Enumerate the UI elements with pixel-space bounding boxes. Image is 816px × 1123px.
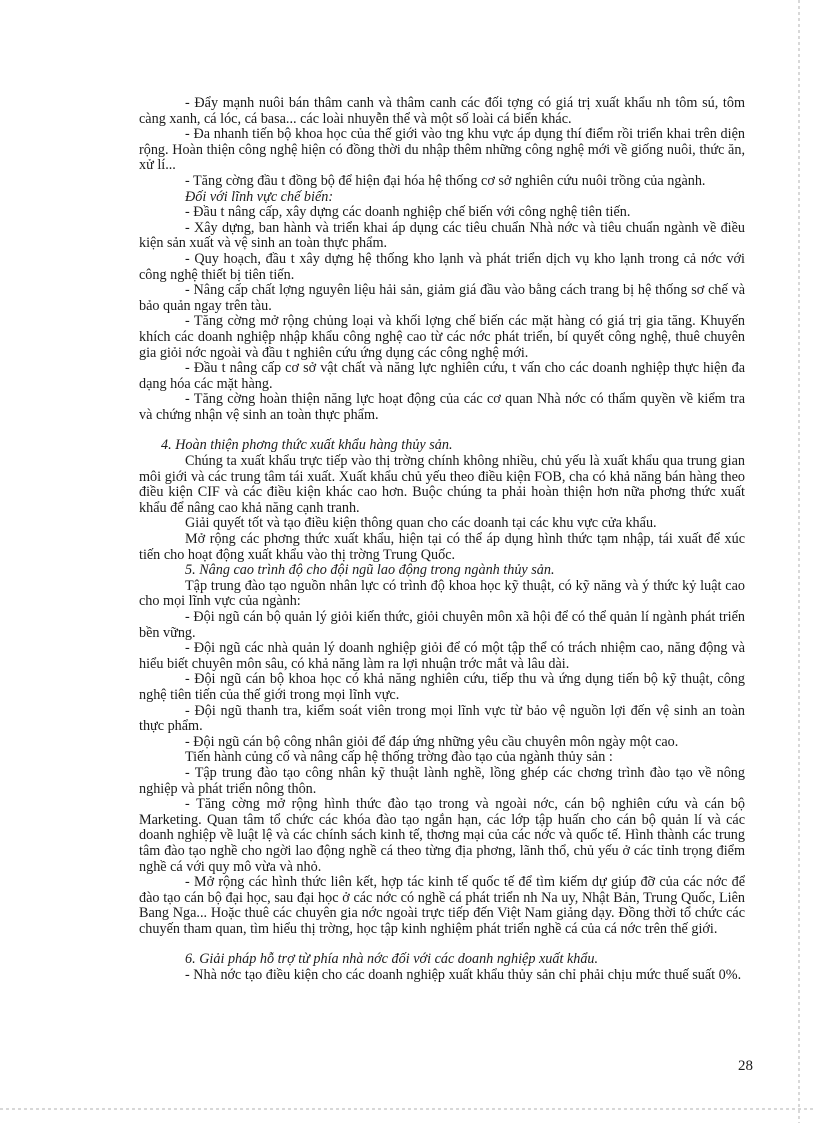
paragraph: - Tăng cờng hoàn thiện năng lực hoạt động của các cơ quan Nhà nớc có thẩm quyền về kiểm tra và chứng nhận vệ sinh an toàn thực phẩm. — [139, 391, 745, 423]
page-edge-horizontal — [0, 1108, 816, 1110]
section-heading: 6. Giải pháp hỗ trợ từ phía nhà nớc đối với các doanh nghiệp xuất khẩu. — [185, 951, 599, 968]
paragraph: - Mở rộng các hình thức liên kết, hợp tác kinh tế quốc tế để tìm kiếm dự giúp đỡ của các nớc để đào tạo cán bộ đại học, sau đại học ở các nớc có nghề cá phát triển nh Na uy, Nhật Bản, Trung Quốc, Liên Bang Nga... Hoặc thuê các chuyên gia nớc ngoài trực tiếp đến Việt Nam giảng dạy. Đồng thời tổ chức các chuyến tham quan, tìm hiểu thị trờng, học tập kinh nghiệm phát triển nghề cá của cá nớc trên thế giới. — [139, 874, 745, 937]
paragraph: - Đẩy mạnh nuôi bán thâm canh và thâm canh các đối tợng có giá trị xuất khẩu nh tôm sú, tôm càng xanh, cá lóc, cá basa... các loài nhuyễn thể và một số loài cá biển khác. — [139, 95, 745, 127]
paragraph: Tiến hành củng cố và nâng cấp hệ thống trờng đào tạo của ngành thủy sản : — [185, 749, 613, 766]
paragraph: - Đầu t nâng cấp cơ sở vật chất và năng lực nghiên cứu, t vấn cho các doanh nghiệp thực hiện đa dạng hóa các mặt hàng. — [139, 360, 745, 392]
paragraph: - Đầu t nâng cấp, xây dựng các doanh nghiệp chế biến với công nghệ tiên tiến. — [185, 204, 631, 221]
section-heading: 5. Nâng cao trình độ cho đội ngũ lao động trong ngành thủy sản. — [185, 562, 555, 579]
paragraph: - Đa nhanh tiến bộ khoa học của thế giới vào tng khu vực áp dụng thí điểm rồi triển khai trên diện rộng. Hoàn thiện công nghệ hiện có đồng thời du nhập thêm những công nghệ mới về giống nuôi, thức ăn, xử lí... — [139, 126, 745, 174]
paragraph: - Tập trung đào tạo công nhân kỹ thuật lành nghề, lồng ghép các chơng trình đào tạo về nông nghiệp và phát triển nông thôn. — [139, 764, 745, 797]
paragraph: - Nhà nớc tạo điều kiện cho các doanh nghiệp xuất khẩu thủy sản chỉ phải chịu mức thuế suất 0%. — [185, 967, 742, 984]
document-body — [139, 96, 745, 984]
paragraph: - Đội ngũ cán bộ khoa học có khả năng nghiên cứu, tiếp thu và ứng dụng tiến bộ kỹ thuật, công nghệ tiên tiến của thế giới trong mọi lĩnh vực. — [139, 671, 745, 703]
paragraph: - Tăng cờng mở rộng chủng loại và khối lợng chế biến các mặt hàng có giá trị gia tăng. Khuyến khích các doanh nghiệp nhập khẩu công nghệ cao từ các nớc phát triển, bí quyết công nghệ, thuê chuyên gia giỏi nớc ngoài và đầu t nghiên cứu ứng dụng các công nghệ mới. — [139, 313, 745, 361]
paragraph: Tập trung đào tạo nguồn nhân lực có trình độ khoa học kỹ thuật, có kỹ năng và ý thức kỷ luật cao cho mọi lĩnh vực của ngành: — [139, 577, 745, 610]
paragraph: - Đội ngũ các nhà quản lý doanh nghiệp giỏi để có một tập thể có trách nhiệm cao, năng động và hiểu biết chuyên môn sâu, có khả năng làm ra lợi nhuận trớc mắt và lâu dài. — [139, 640, 745, 672]
paragraph: - Xây dựng, ban hành và triển khai áp dụng các tiêu chuẩn Nhà nớc và tiêu chuẩn ngành về điều kiện sản xuất và vệ sinh an toàn thực phẩm. — [139, 219, 745, 252]
paragraph-gap — [139, 937, 745, 952]
paragraph-gap — [139, 423, 745, 438]
paragraph: Chúng ta xuất khẩu trực tiếp vào thị trờng chính không nhiều, chủ yếu là xuất khẩu qua trung gian môi giới và các trung tâm tái xuất. Xuất khẩu chủ yếu theo điều kiện FOB, cha có khả năng bán hàng theo điều kiện CIF và các điều kiện khác cao hơn. Buộc chúng ta phải hoàn thiện hơn nữa phơng thức xuất khẩu để nâng cao khả năng cạnh tranh. — [139, 453, 745, 516]
page-edge-vertical — [798, 0, 800, 1123]
paragraph: - Đội ngũ thanh tra, kiểm soát viên trong mọi lĩnh vực từ bảo vệ nguồn lợi đến vệ sinh an toàn thực phẩm. — [139, 702, 745, 735]
paragraph: - Quy hoạch, đầu t xây dựng hệ thống kho lạnh và phát triển dịch vụ kho lạnh trong cả nớc với công nghệ thiết bị tiên tiến. — [139, 250, 745, 283]
section-heading: 4. Hoàn thiện phơng thức xuất khẩu hàng thủy sản. — [161, 437, 453, 454]
paragraph: Mở rộng các phơng thức xuất khẩu, hiện tại có thể áp dụng hình thức tạm nhập, tái xuất để xúc tiến cho hoạt động xuất khẩu vào thị trờng Trung Quốc. — [139, 531, 745, 563]
paragraph: Giải quyết tốt và tạo điều kiện thông quan cho các doanh tại các khu vực cửa khẩu. — [185, 515, 657, 532]
paragraph: - Tăng cờng đầu t đồng bộ để hiện đại hóa hệ thống cơ sở nghiên cứu nuôi trồng của ngành. — [185, 172, 706, 189]
paragraph: - Đội ngũ cán bộ công nhân giỏi để đáp ứng những yêu cầu chuyên môn ngày một cao. — [185, 733, 679, 750]
paragraph: - Nâng cấp chất lợng nguyên liệu hải sản, giảm giá đầu vào bằng cách trang bị hệ thống sơ chế và bảo quản ngay trên tàu. — [139, 282, 745, 314]
section-heading: Đối với lĩnh vực chế biến: — [185, 188, 334, 205]
page-number: 28 — [738, 1058, 753, 1074]
paragraph: - Đội ngũ cán bộ quản lý giỏi kiến thức, giỏi chuyên môn xã hội để có thể quản lí ngành phát triển bền vững. — [139, 609, 745, 641]
paragraph: - Tăng cờng mở rộng hình thức đào tạo trong và ngoài nớc, cán bộ nghiên cứu và cán bộ Marketing. Quan tâm tổ chức các khóa đào tạo ngắn hạn, các lớp tập huấn cho cán bộ quản lí và các doanh nghiệp về luật lệ và các chính sách kinh tế, thơng mại của các nớc và quốc tế. Hình thành các trung tâm đào tạo nghề cho ngời lao động nghề cá theo từng địa phơng, lãnh thổ, chủ yếu ở các tỉnh trọng điểm nghề cá với quy mô vừa và nhỏ. — [139, 796, 745, 875]
